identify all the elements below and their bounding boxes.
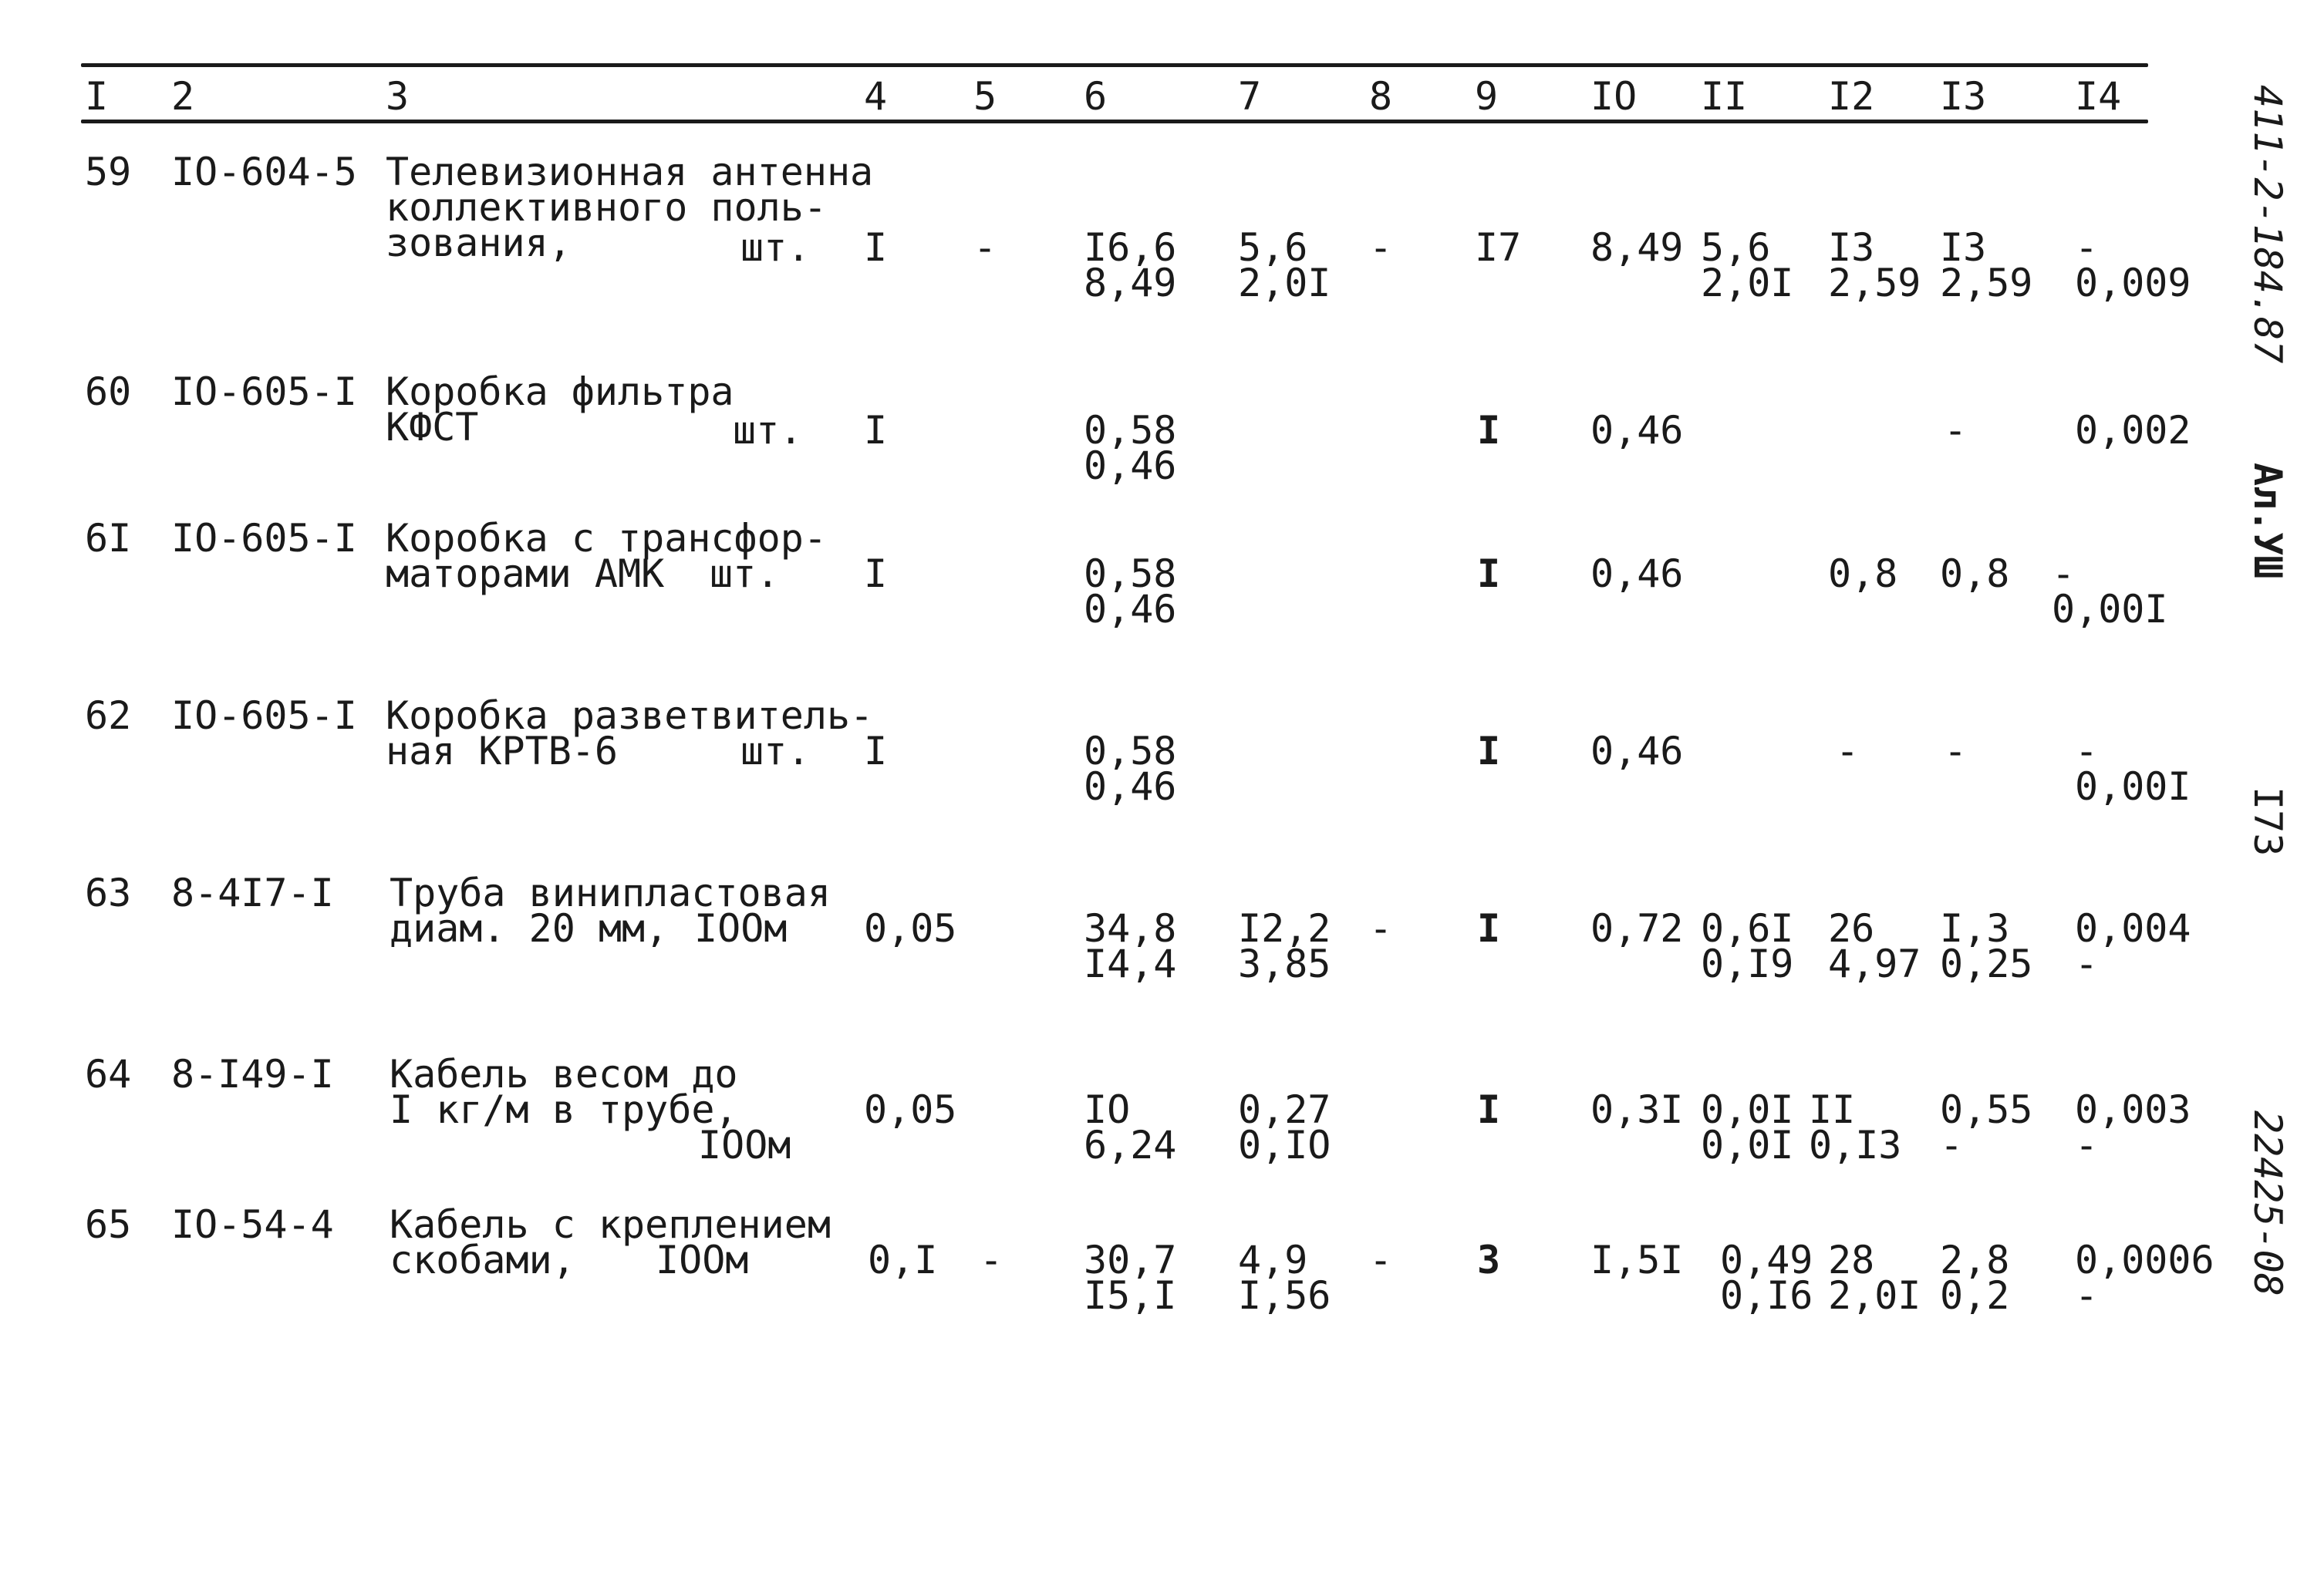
row-code: 8-I49-I bbox=[171, 1052, 334, 1097]
cell-col10: 0,3I bbox=[1590, 1087, 1684, 1132]
cell-col12: 0,8 bbox=[1828, 551, 1898, 596]
cell-col13: 0,55 - bbox=[1940, 1087, 2033, 1168]
row-unit: IOOм bbox=[656, 1238, 749, 1282]
col-header-11: II bbox=[1701, 74, 1748, 119]
row-unit: IOOм bbox=[698, 1123, 791, 1168]
cell-col9: I bbox=[1477, 408, 1501, 453]
cell-col4: 0,05 bbox=[864, 1087, 957, 1132]
cell-col6: 0,58 0,46 bbox=[1084, 729, 1177, 809]
col-header-12: I2 bbox=[1828, 74, 1875, 119]
row-number: 6I bbox=[85, 516, 132, 561]
row-name: Кабель весом до I кг/м в трубе, bbox=[390, 1052, 738, 1132]
cell-col6: IO 6,24 bbox=[1084, 1087, 1177, 1168]
cell-col9: I7 bbox=[1475, 225, 1522, 270]
cell-col11: 0,6I 0,I9 bbox=[1701, 906, 1794, 986]
row-number: 60 bbox=[85, 369, 132, 414]
cell-col4: I bbox=[864, 551, 888, 596]
row-code: IO-605-I bbox=[171, 516, 357, 561]
cell-col9: 3 bbox=[1477, 1238, 1501, 1282]
cell-col4: I bbox=[864, 225, 888, 270]
cell-col10: 0,72 bbox=[1590, 906, 1684, 951]
cell-col7: I2,2 3,85 bbox=[1238, 906, 1331, 986]
row-number: 59 bbox=[85, 150, 132, 194]
cell-col13: - bbox=[1944, 729, 1968, 773]
row-number: 62 bbox=[85, 693, 132, 738]
row-name: Кабель с креплением скобами, bbox=[390, 1202, 831, 1282]
col-header-9: 9 bbox=[1475, 74, 1499, 119]
cell-col13: I,3 0,25 bbox=[1940, 906, 2033, 986]
side-page-number: I73 bbox=[2245, 787, 2290, 857]
row-code: 8-4I7-I bbox=[171, 871, 334, 915]
cell-col6: 30,7 I5,I bbox=[1084, 1238, 1177, 1318]
row-name: Коробка фильтра КФСТ bbox=[386, 369, 734, 450]
top-rule bbox=[81, 63, 2148, 67]
cell-col8: - bbox=[1369, 906, 1393, 951]
col-header-13: I3 bbox=[1940, 74, 1987, 119]
col-header-3: 3 bbox=[386, 74, 410, 119]
col-header-6: 6 bbox=[1084, 74, 1108, 119]
cell-col10: I,5I bbox=[1590, 1238, 1684, 1282]
cell-col13: - bbox=[1944, 408, 1968, 453]
row-unit: IOOм bbox=[694, 906, 788, 951]
cell-col10: 8,49 bbox=[1590, 225, 1684, 270]
cell-col14: 0,003 - bbox=[2075, 1087, 2191, 1168]
cell-col9: I bbox=[1477, 729, 1501, 773]
cell-col12: 28 2,0I bbox=[1828, 1238, 1921, 1318]
cell-col9: I bbox=[1477, 1087, 1501, 1132]
header-rule bbox=[81, 120, 2148, 123]
cell-col7: 4,9 I,56 bbox=[1238, 1238, 1331, 1318]
cell-col10: 0,46 bbox=[1590, 729, 1684, 773]
cell-col6: I6,6 8,49 bbox=[1084, 225, 1177, 305]
row-name: Труба винипластовая диам. 20 мм, bbox=[390, 871, 831, 951]
cell-col12: 26 4,97 bbox=[1828, 906, 1921, 986]
row-unit: шт. bbox=[740, 729, 811, 773]
row-number: 63 bbox=[85, 871, 132, 915]
col-header-7: 7 bbox=[1238, 74, 1262, 119]
cell-col14: - 0,00I bbox=[2075, 729, 2191, 809]
col-header-5: 5 bbox=[973, 74, 997, 119]
col-header-2: 2 bbox=[171, 74, 195, 119]
cell-col14: - 0,009 bbox=[2075, 225, 2191, 305]
col-header-4: 4 bbox=[864, 74, 888, 119]
row-name: Коробка разветвитель- ная КРТВ-6 bbox=[386, 693, 874, 773]
col-header-10: IO bbox=[1590, 74, 1638, 119]
row-code: IO-54-4 bbox=[171, 1202, 334, 1247]
side-document-code: 411-2-184.87 bbox=[2245, 85, 2290, 364]
cell-col8: - bbox=[1369, 225, 1393, 270]
cell-col12: I3 2,59 bbox=[1828, 225, 1921, 305]
row-number: 64 bbox=[85, 1052, 132, 1097]
cell-col4: I bbox=[864, 729, 888, 773]
cell-col10: 0,46 bbox=[1590, 551, 1684, 596]
cell-col7: 5,6 2,0I bbox=[1238, 225, 1331, 305]
cell-col6: 0,58 0,46 bbox=[1084, 408, 1177, 488]
row-number: 65 bbox=[85, 1202, 132, 1247]
cell-col7: 0,27 0,IO bbox=[1238, 1087, 1331, 1168]
cell-col11: 5,6 2,0I bbox=[1701, 225, 1794, 305]
cell-col12: - bbox=[1836, 729, 1860, 773]
cell-col9: I bbox=[1477, 906, 1501, 951]
cell-col12: II 0,I3 bbox=[1809, 1087, 1902, 1168]
side-inventory-number: 22425-08 bbox=[2245, 1110, 2290, 1296]
row-name: Коробка с трансфор- маторами АМК bbox=[386, 516, 827, 596]
side-album-label: Ал.УШ bbox=[2245, 463, 2290, 579]
cell-col13: 0,8 bbox=[1940, 551, 2010, 596]
row-code: IO-605-I bbox=[171, 693, 357, 738]
cell-col5: - bbox=[980, 1238, 1003, 1282]
col-header-1: I bbox=[85, 74, 109, 119]
row-code: IO-605-I bbox=[171, 369, 357, 414]
cell-col4: I bbox=[864, 408, 888, 453]
col-header-14: I4 bbox=[2075, 74, 2122, 119]
cell-col10: 0,46 bbox=[1590, 408, 1684, 453]
cell-col6: 34,8 I4,4 bbox=[1084, 906, 1177, 986]
cell-col4: 0,I bbox=[868, 1238, 938, 1282]
cell-col14: 0,002 bbox=[2075, 408, 2191, 453]
row-unit: шт. bbox=[740, 225, 811, 270]
cell-col5: - bbox=[973, 225, 997, 270]
cell-col14: - 0,00I bbox=[2052, 551, 2168, 632]
cell-col14: 0,004 - bbox=[2075, 906, 2191, 986]
cell-col4: 0,05 bbox=[864, 906, 957, 951]
cell-col13: I3 2,59 bbox=[1940, 225, 2033, 305]
row-unit: шт. bbox=[710, 551, 780, 596]
cell-col13: 2,8 0,2 bbox=[1940, 1238, 2010, 1318]
cell-col6: 0,58 0,46 bbox=[1084, 551, 1177, 632]
cell-col9: I bbox=[1477, 551, 1501, 596]
row-name: Телевизионная антенна коллективного поль- зования, bbox=[386, 150, 874, 265]
cell-col8: - bbox=[1369, 1238, 1393, 1282]
cell-col14: 0,0006 - bbox=[2075, 1238, 2214, 1318]
col-header-8: 8 bbox=[1369, 74, 1393, 119]
cell-col11: 0,0I 0,0I bbox=[1701, 1087, 1794, 1168]
row-unit: шт. bbox=[733, 408, 803, 453]
row-code: IO-604-5 bbox=[171, 150, 357, 194]
cell-col11: 0,49 0,I6 bbox=[1720, 1238, 1813, 1318]
